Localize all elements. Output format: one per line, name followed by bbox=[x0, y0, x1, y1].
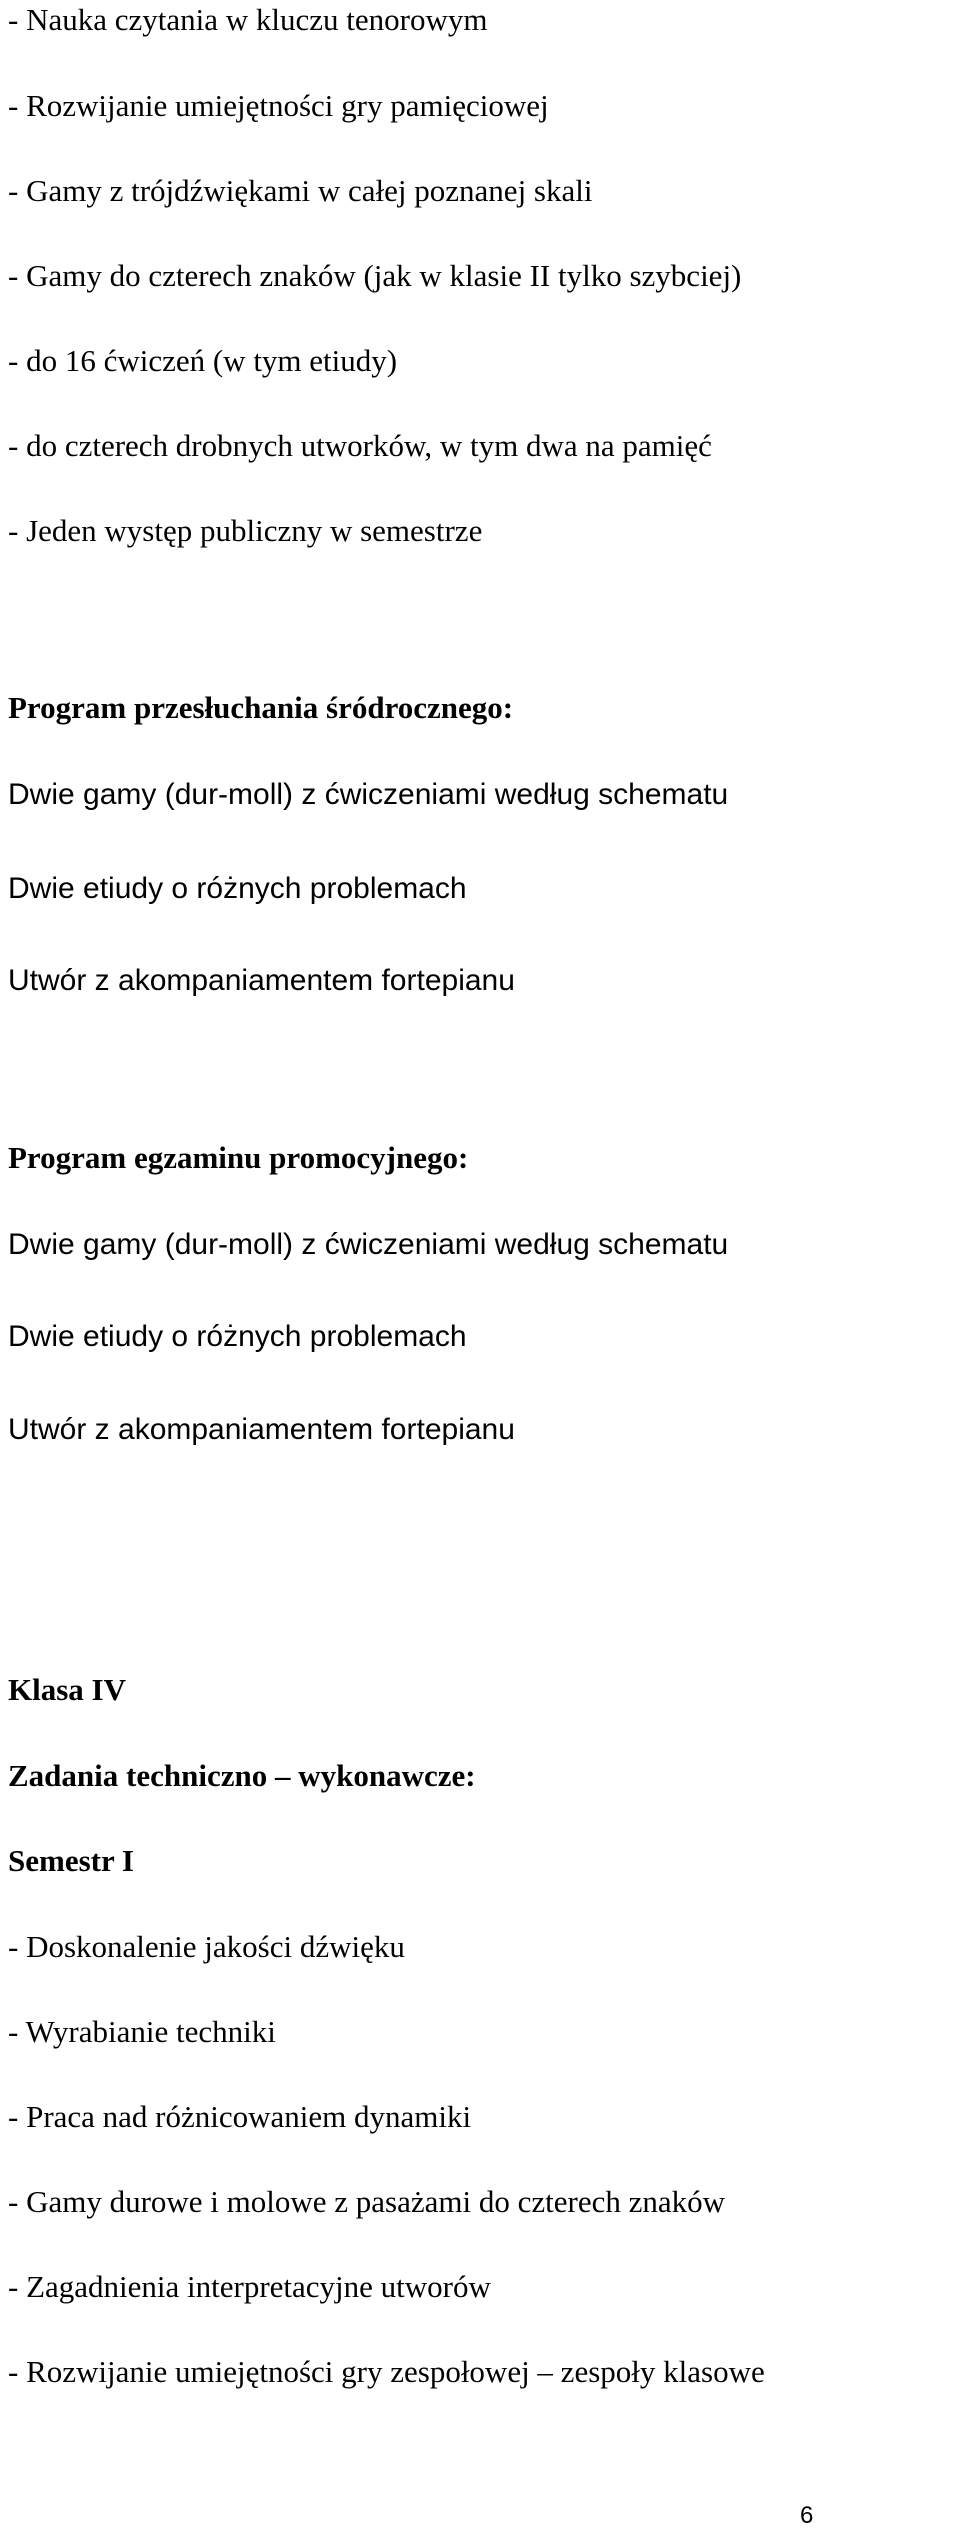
exam-item: Dwie gamy (dur-moll) z ćwiczeniami według schematu bbox=[8, 1228, 729, 1261]
list-item: - Gamy durowe i molowe z pasażami do czterech znaków bbox=[8, 2184, 726, 2219]
list-item: - Nauka czytania w kluczu tenorowym bbox=[8, 2, 488, 37]
list-item: - do czterech drobnych utworków, w tym dwa na pamięć bbox=[8, 428, 712, 463]
list-item: - Wyrabianie techniki bbox=[8, 2014, 276, 2049]
list-item: - Gamy z trójdźwiękami w całej poznanej skali bbox=[8, 173, 593, 208]
midterm-heading: Program przesłuchania śródrocznego: bbox=[8, 690, 514, 725]
exam-item: Dwie etiudy o różnych problemach bbox=[8, 1320, 467, 1353]
midterm-item: Dwie etiudy o różnych problemach bbox=[8, 872, 467, 905]
list-item: - Praca nad różnicowaniem dynamiki bbox=[8, 2099, 472, 2134]
list-item: - do 16 ćwiczeń (w tym etiudy) bbox=[8, 343, 398, 378]
class-title: Klasa IV bbox=[8, 1672, 126, 1707]
list-item: - Jeden występ publiczny w semestrze bbox=[8, 513, 483, 548]
list-item: - Gamy do czterech znaków (jak w klasie II tylko szybciej) bbox=[8, 258, 742, 293]
list-item: - Rozwijanie umiejętności gry pamięciowej bbox=[8, 88, 549, 123]
semester-heading: Semestr I bbox=[8, 1843, 134, 1878]
exam-item: Utwór z akompaniamentem fortepianu bbox=[8, 1413, 515, 1446]
list-item: - Rozwijanie umiejętności gry zespołowej – zespoły klasowe bbox=[8, 2354, 765, 2389]
tasks-heading: Zadania techniczno – wykonawcze: bbox=[8, 1758, 476, 1793]
list-item: - Zagadnienia interpretacyjne utworów bbox=[8, 2269, 491, 2304]
midterm-item: Dwie gamy (dur-moll) z ćwiczeniami według schematu bbox=[8, 778, 729, 811]
exam-heading: Program egzaminu promocyjnego: bbox=[8, 1140, 469, 1175]
list-item: - Doskonalenie jakości dźwięku bbox=[8, 1929, 405, 1964]
page-number: 6 bbox=[800, 2502, 814, 2529]
midterm-item: Utwór z akompaniamentem fortepianu bbox=[8, 964, 515, 997]
